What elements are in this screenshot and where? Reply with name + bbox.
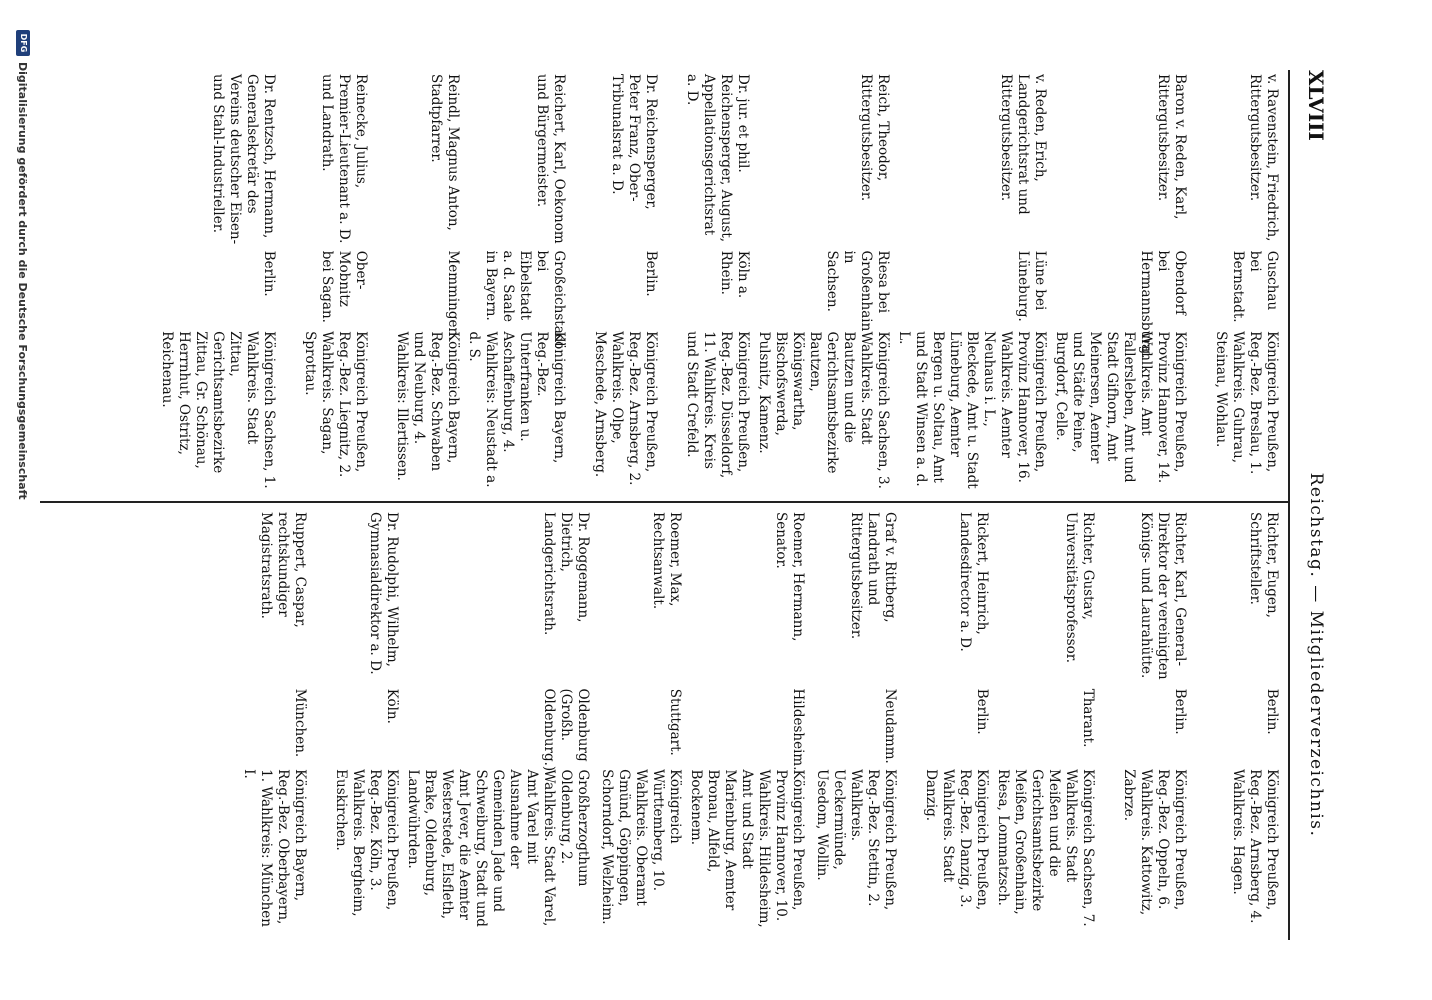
member-entry (220, 512, 308, 930)
member-entry (571, 74, 659, 492)
member-entry (994, 512, 1096, 930)
member-name: Richter, Eugen, Schriftsteller. (1247, 512, 1280, 618)
member-name: Dr. Rentzsch, Hermann, Generalsekretär des Vereins deutscher Eisen- und Stahl-Industrieller. (210, 74, 277, 245)
member-entry (1100, 512, 1188, 930)
member-entry (1052, 74, 1188, 492)
member-constituency: Königreich Preußen, Reg.-Bez. Oppeln, 6. Wahlkreis. Kattowitz, Zabrze. (1121, 769, 1188, 916)
member-constituency: Königreich Preußen, Reg.-Bez. Köln, 3. Wahlkreis. Bergheim, Euskirchen. (333, 769, 400, 917)
member-residence: Guschau bei Bernstadt. (1230, 250, 1280, 323)
member-entry (1192, 512, 1280, 930)
member-residence: Ober-Mobnitz bei Sagan. (319, 250, 369, 323)
member-name: Baron v. Reden, Karl, Rittergutsbesitzer. (1155, 74, 1188, 220)
member-entry (902, 512, 990, 930)
column-divider (40, 501, 1290, 503)
running-head: Reichstag. — Mitgliederverzeichnis. (1306, 472, 1326, 838)
member-entry (895, 74, 1048, 492)
member-entry (663, 74, 751, 492)
right-column (216, 512, 1280, 930)
member-entry (312, 512, 400, 930)
member-constituency: Königreich Preußen, Provinz Hannover, 10. Wahlkreis. Hildesheim, Amt und Stadt Marienburg, Aemter Bronau, Alfeld, Bockenem. (688, 769, 806, 928)
member-residence: Berlin. (1264, 688, 1280, 735)
member-entry (810, 512, 898, 930)
member-name: Roemer, Hermann, Senator. (773, 512, 806, 642)
member-residence: Oldenburg (Großh. Oldenburg.) (541, 688, 591, 772)
member-residence: Großeichstadt bei Eibelstadt a. d. Saale in Bayern. (483, 250, 567, 348)
member-constituency: Königreich Sachsen, 1. Wahlkreis. Stadt Zittau, Gerichtsamtsbezirke Zittau, Gr. Schönau, Herrnhut, Ostritz, Reichenau. (159, 331, 277, 489)
page-header (1296, 70, 1336, 940)
member-constituency: Königreich Württemberg, 10. Wahlkreis. Oberamt Gmünd, Göppingen, Schorndorf, Welzheim. (599, 769, 683, 925)
member-residence: Memmingen. (445, 250, 461, 341)
member-constituency: Großherzogthum Oldenburg, 2. Wahlkreis. Stadt Varel, Amt Varel mit Ausnahme der Gemeinden Jade und Schweiburg, Stadt und Amt Jever, die Aemter Westerstede, Elsfleth, Brake, Oldenburg, Landwührden. (405, 769, 591, 927)
header-rule (1288, 70, 1290, 940)
member-name: v. Reden, Erich, Landgerichtsrat und Rittergutsbesitzer. (998, 74, 1048, 215)
member-residence: Köln. (384, 688, 400, 724)
member-name: Dr. Rudolphi, Wilhelm, Gymnasialdirektor a. D. (367, 512, 400, 675)
member-residence: Neudamm. (882, 688, 898, 764)
dfg-logo: DFG (16, 30, 30, 56)
member-name: Reinecke, Julius, Premier-Lieutenant a. D. und Landrath. (319, 74, 369, 244)
member-constituency: Königreich Preußen, Reg.-Bez. Arnsberg, 4. Wahlkreis. Hagen. (1230, 769, 1280, 924)
member-entry (595, 512, 683, 930)
member-entry (404, 512, 591, 930)
member-constituency: Königreich Preußen, Reg.-Bez. Düsseldorf, 11. Wahlkreis. Kreis und Stadt Crefeld. (684, 331, 751, 479)
member-entry (465, 74, 567, 492)
member-residence: Berlin. (974, 688, 990, 735)
member-name: Reich, Theodor, Rittergutsbesitzer. (858, 74, 891, 202)
member-name: Graf v. Rittberg, Landrath und Rittergutsbesitzer. (848, 512, 898, 640)
member-name: Roemer, Max, Rechtsanwalt. (650, 512, 683, 610)
member-residence: Obendorf bei Hermannsburg. (1138, 250, 1188, 359)
member-entry (281, 74, 369, 492)
member-constituency: Königreich Sachsen, 3. Wahlkreis. Stadt Bautzen und die Gerichtsamtsbezirke Bautzen, Königswartha, Bischofswerda, Pulsnitz, Kamenz. (756, 331, 891, 489)
member-constituency: Königreich Bayern, Reg.-Bez. Schwaben und Neuburg, 4. Wahlkreis: Illertissen. (394, 331, 461, 481)
member-entry (687, 512, 806, 930)
member-constituency: Königreich Preußen, Reg.-Bez. Danzig, 3. Wahlkreis. Stadt Danzig. (923, 769, 990, 911)
member-name: v. Ravenstein, Friedrich, Rittergutsbesitzer. (1247, 74, 1280, 242)
member-name: Dr. Reichensperger, Peter Franz, Ober-Tribunalsrat a. D. (609, 74, 659, 210)
footer (10, 30, 36, 970)
member-constituency: Königreich Sachsen, 7. Wahlkreis. Stadt Meißen und die Gerichtsamtsbezirke Meißen, Großenhain, Riesa, Lommatzsch. (995, 769, 1096, 927)
footer-text: Digitalisierung gefördert durch die Deutsche Forschungsgemeinschaft (16, 62, 30, 500)
member-residence: Berlin. (1172, 688, 1188, 735)
member-constituency: Königreich Preußen, Reg.-Bez. Stettin, 2. Wahlkreis. Ueckermünde, Usedom, Wollin. (814, 769, 898, 911)
member-name: Richter, Gustav, Universitätsprofessor. (1063, 512, 1096, 663)
member-name: Dr. Roggemann, Dietrich, Landgerichtsrath. (541, 512, 591, 636)
member-entry (755, 74, 891, 492)
member-residence: Stuttgart. (667, 688, 683, 756)
member-name: Reindl, Magnus Anton, Stadtpfarrer. (428, 74, 461, 231)
member-residence: Hildesheim. (790, 688, 806, 771)
member-entry (158, 74, 277, 492)
page-number: XLVIII (1304, 70, 1328, 141)
member-name: Dr. jur. et phil. Reichensperger, August, Appellationsgerichtsrat a. D. (684, 74, 751, 243)
member-residence: Riesa bei Großenhain in Sachsen. (824, 250, 891, 332)
member-entry (373, 74, 461, 492)
member-constituency: Königreich Preußen, Reg.-Bez. Breslau, 1. Wahlkreis. Guhrau, Steinau, Wohlau. (1213, 331, 1280, 475)
member-residence: München. (292, 688, 308, 758)
member-name: Rickert, Heinrich, Landesdirector a. D. (957, 512, 990, 652)
member-name: Reichert, Karl, Oekonom und Bürgermeister. (534, 74, 567, 244)
member-constituency: Königreich Preußen, Reg.-Bez. Liegnitz, 2. Wahlkreis. Sagan, Sprottau. (302, 331, 369, 478)
left-column (154, 74, 1280, 492)
member-residence: Tharant. (1080, 688, 1096, 748)
member-constituency: Königreich Preußen, Reg.-Bez. Arnsberg, 2. Wahlkreis. Olpe, Meschede, Arnsberg. (592, 331, 659, 486)
member-residence: Köln a. Rhein. (718, 250, 751, 299)
member-constituency: Königreich Bayern, Reg.-Bez. Unterfranken u. Aschaffenburg, 4. Wahlkreis: Neustadt a. d. S. (466, 331, 567, 488)
member-entry (1192, 74, 1280, 492)
member-constituency: Königreich Preußen, Provinz Hannover, 14. Wahlkreis. Amt Fallersleben, Amt und Stadt Gifhorn, Amt Meinersen, Aemter und Städte Peine, Burgdorf, Celle. (1053, 331, 1188, 484)
member-constituency: Königreich Preußen, Provinz Hannover, 16. Wahlkreis. Aemter Neuhaus i. L., Bleckede, Amt u. Stadt Lüneburg, Aemter Bergen u. Soltau, Amt und Stadt Winsen a. d. L. (896, 331, 1048, 489)
member-residence: Berlin. (643, 250, 659, 297)
member-constituency: Königreich Bayern, Reg.-Bez. Oberbayern, 1. Wahlkreis: München I. (241, 769, 308, 927)
member-residence: Berlin. (261, 250, 277, 297)
member-residence: Lüne bei Lüneburg. (1015, 250, 1048, 322)
member-name: Richter, Karl, General-Direktor der vereinigten Königs- und Laurahütte. (1138, 512, 1188, 680)
member-name: Ruppert, Caspar, rechtskundiger Magistratsrath. (258, 512, 308, 628)
